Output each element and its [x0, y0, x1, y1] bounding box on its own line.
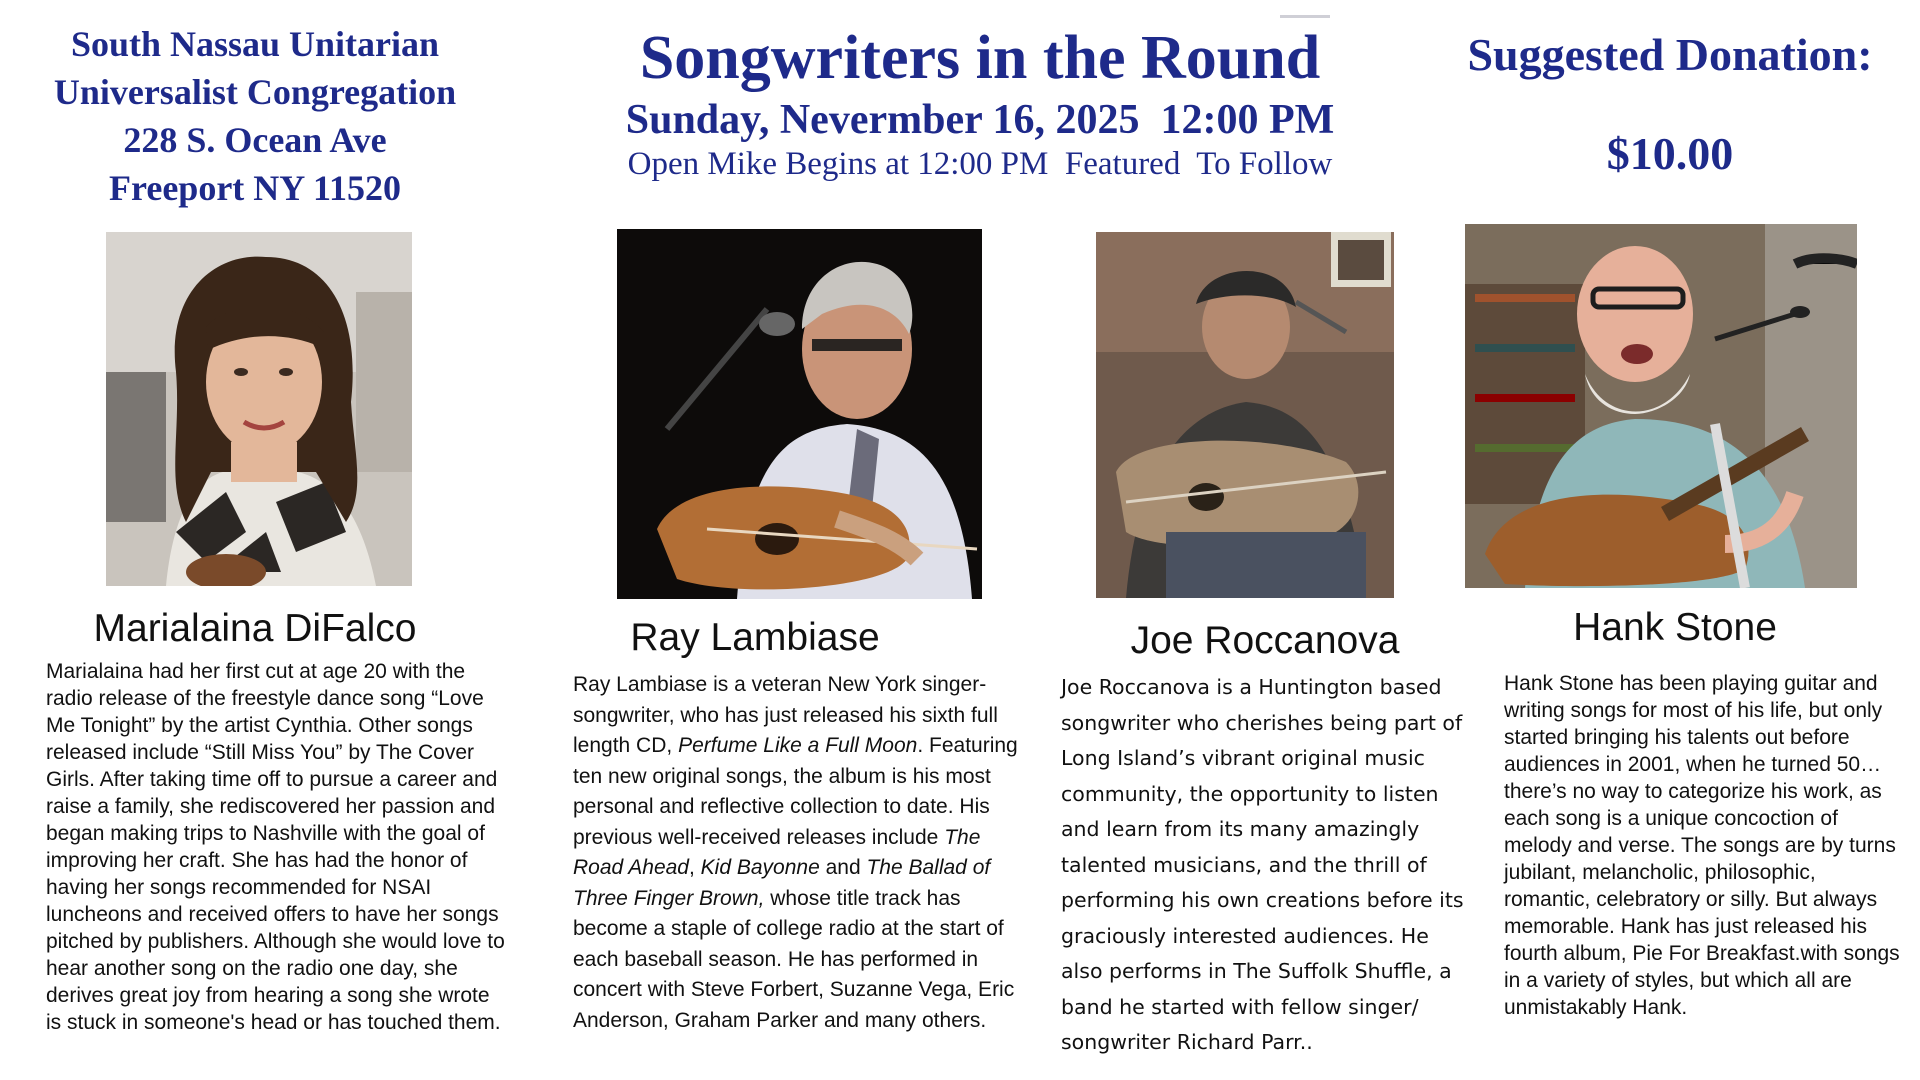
performer-photo-joe — [1096, 232, 1394, 598]
venue-line: Freeport NY 11520 — [109, 168, 401, 208]
bio-text: Hank Stone has been playing guitar and writing songs for most of his life, but only started bringing his talents out before audiences in 2001, when he turned 50… there’s no way to categorize his work, as each song is a unique concoction of melody and verse. The songs are by turns jubilant, melancholic, philosophic, romantic, celebratory or silly. But always memorable. Hank has just released his fourth album, Pie For Breakfast.with songs in a variety of styles, but which all are unmistakably Hank. — [1504, 672, 1900, 1019]
bio-text: Joe Roccanova is a Huntington based songwriter who cherishes being part of Long Island’s vibrant original music community, the opportunity to listen and learn from its many amazingly talented musicians, and the thrill of performing his own creations before its graciously interested audiences. He also performs in The Suffolk Shuffle, a band he started with fellow singer/ songwriter Richard Parr.. — [1061, 675, 1464, 1054]
bio-text-part: . Featuring ten new original songs, the album is his most personal and reflective collection to date. His previous well-received releases include — [573, 734, 1018, 849]
bio-text-part: whose title track has become a staple of college radio at the start of each baseball season. He has performed in concert with Steve Forbert, Suzanne Vega, Eric Anderson, Graham Parker and many others. — [573, 886, 1015, 1032]
performer-photo-ray — [617, 229, 982, 599]
performer-bio — [1061, 670, 1471, 1061]
album-title: Perfume Like a Full Moon — [678, 734, 918, 757]
venue-line: South Nassau Unitarian — [70, 24, 440, 64]
performer-name: Ray Lambiase — [630, 616, 880, 659]
release-title: The Road Ahead — [573, 825, 981, 879]
performer-name: Marialaina DiFalco — [93, 607, 417, 650]
bio-text — [573, 670, 1028, 1036]
release-title: The Ballad of Three Finger Brown, — [573, 856, 991, 910]
bio-text: Marialaina had her first cut at age 20 with the radio release of the freestyle dance song “Love Me Tonight” by the artist Cynthia. Other songs released include “Still Miss You” by The Cover Girls. After taking time off to pursue a career and raise a family, she rediscovered her passion and began making trips to Nashville with the goal of improving her craft. She has had the honor of having her songs recommended for NSAI luncheons and received offers to have her songs pitched by publishers. Although she would love to hear another song on the radio one day, she derives great joy from hearing a song she wrote is stuck in someone's head or has touched them. — [46, 660, 505, 1034]
performer-bio — [1504, 670, 1904, 1021]
event-date: Sunday, Nevermber 16, 2025 12:00 PM — [625, 97, 1335, 143]
performer-name: Joe Roccanova — [1130, 619, 1400, 662]
event-subtitle: Open Mike Begins at 12:00 PM Featured To Follow — [627, 146, 1333, 182]
donation-amount: $10.00 — [1606, 128, 1734, 179]
event-title: Songwriters in the Round — [639, 24, 1321, 92]
faint-mark — [1280, 15, 1330, 18]
bio-text-part: , — [688, 856, 701, 879]
performer-bio — [46, 658, 506, 1036]
performer-photo-marialaina — [106, 232, 412, 586]
performer-photo-hank — [1465, 224, 1857, 588]
venue-line: 228 S. Ocean Ave — [123, 120, 387, 160]
bio-text-part: Ray Lambiase is a veteran New York singer-songwriter, who has just released his sixth full length CD, — [573, 673, 998, 757]
bio-text-part: and — [819, 856, 867, 879]
release-title: Kid Bayonne — [700, 856, 820, 879]
performer-bio — [573, 670, 1028, 1036]
venue-line: Universalist Congregation — [53, 72, 457, 112]
venue-address — [20, 20, 490, 212]
donation-label: Suggested Donation: — [1467, 29, 1873, 80]
performer-name: Hank Stone — [1573, 606, 1777, 649]
